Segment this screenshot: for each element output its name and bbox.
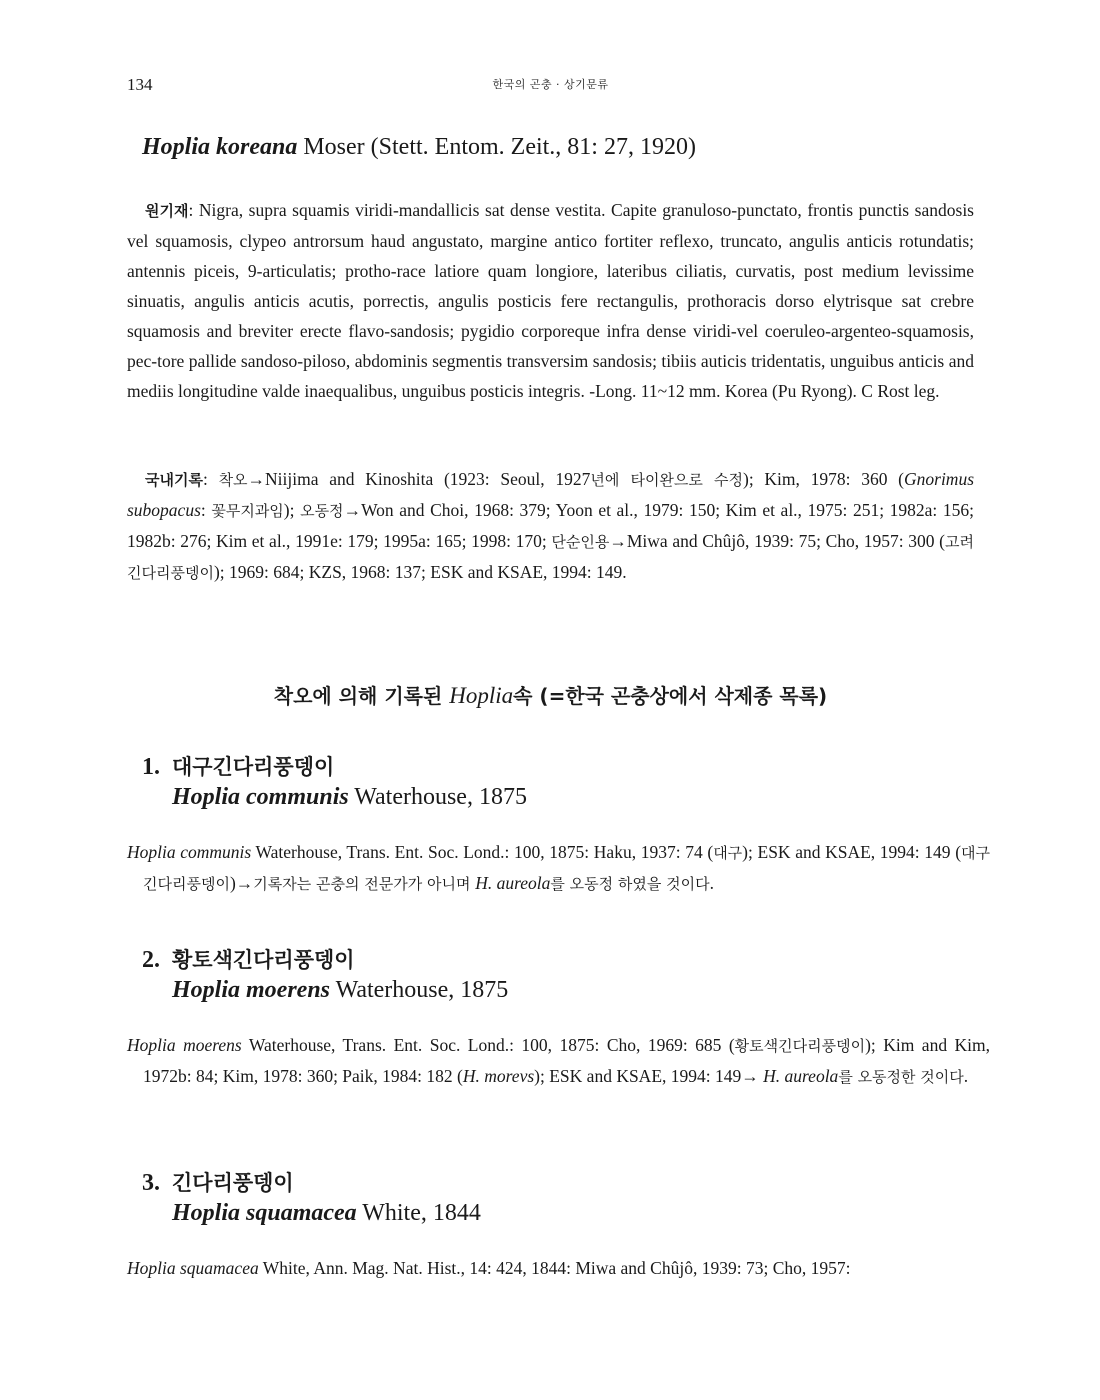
ref-text: White, Ann. Mag. Nat. Hist., 14: 424, 1844: Miwa and Chûjô, 1939: 73; Cho, 1957:: [258, 1258, 851, 1278]
entry-scientific-name: Hoplia squamacea: [172, 1200, 357, 1226]
entry-korean-name: 대구긴다리풍뎅이: [172, 755, 335, 779]
domestic-records-label: 국내기록: [145, 471, 203, 489]
records-korean: 년에 타이완으로 수정: [590, 471, 743, 489]
ref-korean: 대구긴다리풍뎅이: [143, 844, 991, 893]
entry-number: 3.: [142, 1170, 160, 1196]
ref-korean: 기록자는 곤충의 전문가가 아니며: [253, 875, 476, 893]
entry-reference: [127, 837, 990, 899]
entry-heading: [142, 945, 508, 1005]
section-title: [127, 680, 974, 712]
ref-korean: 를 오동정한 것이다: [838, 1068, 964, 1086]
records-text: :: [200, 500, 212, 520]
original-description-text: : Nigra, supra squamis viridi-mandallicis sat dense vestita. Capite granuloso-punctato, frontis punctis sandosis vel squamosis, clypeo antrorsum haud angustato, margine antico fortiter reflexo, truncato, angulis anticis rotundatis; antennis piceis, 9-articulatis; protho-race latiore quam longiore, lateribus ciliatis, curvatis, post medium levissime sinuatis, angulis anticis acutis, porrectis, angulis posticis fere rectangulis, prothoracis dorso elytrisque sat crebre squamosis and breviter erecte flavo-sandosis; pygidio corporeque infra dense viridi-vel coeruleo-argenteo-squamosis, pec-tore pallide sandoso-piloso, abdominis segmentis transversim sandosis; tibiis auticis tridentatis, unguibus anticis and mediis longitudine valde inaequalibus, unguibus posticis integris. -Long. 11~12 mm. Korea (Pu Ryong). C Rost leg.: [127, 200, 974, 401]
entry-heading: [142, 1168, 481, 1228]
running-head: 한국의 곤충 · 상기문류: [492, 78, 609, 91]
ref-text: .: [709, 873, 714, 893]
entry-reference: [127, 1030, 990, 1092]
records-text: →Won and Choi, 1968: 379; Yoon et al., 1979: 150; Kim et al., 1975: 251; 1982a: 156; 1982b: 276; Kim et al., 1991e: 179; 1995a: 165; 1998: 170;: [127, 500, 974, 551]
records-korean: 착오: [218, 471, 248, 489]
entry-scientific-line: [142, 1198, 481, 1228]
entry-number: 2.: [142, 947, 160, 973]
entry-author: White, 1844: [356, 1200, 481, 1226]
section-title-genus: Hoplia: [449, 683, 514, 708]
ref-text: ); Kim and Kim, 1972b: 84; Kim, 1978: 360; Paik, 1984: 182 (: [143, 1035, 991, 1086]
ref-korean: 를 오동정 하였을 것이다: [550, 875, 710, 893]
records-text: ); 1969: 684; KZS, 1968: 137; ESK and KSAE, 1994: 149.: [213, 562, 627, 582]
ref-text: )→: [229, 873, 254, 893]
entry-scientific-name: Hoplia communis: [172, 784, 349, 810]
entry-korean-name: 긴다리풍뎅이: [172, 1171, 294, 1195]
records-text: :: [202, 469, 219, 489]
records-korean: 단순인용: [551, 533, 610, 551]
section-title-pre: 착오에 의해 기록된: [273, 684, 450, 708]
entry-reference: [127, 1253, 990, 1283]
species-heading: [142, 132, 696, 162]
ref-italic: Hoplia squamacea: [127, 1258, 259, 1278]
domestic-records: [127, 464, 974, 588]
ref-text: Waterhouse, Trans. Ent. Soc. Lond.: 100, 1875: Haku, 1937: 74 (: [251, 842, 714, 862]
original-description-label: 원기재: [145, 202, 189, 220]
entry-scientific-name: Hoplia moerens: [172, 977, 331, 1003]
ref-italic: Hoplia communis: [127, 842, 252, 862]
species-scientific-name: Hoplia koreana: [142, 134, 298, 160]
ref-italic: H. morevs: [462, 1066, 535, 1086]
records-korean: 오동정: [300, 502, 344, 520]
records-text: →Miwa and Chûjô, 1939: 75; Cho, 1957: 300 (: [609, 531, 946, 551]
page-header: [127, 74, 974, 98]
ref-text: Waterhouse, Trans. Ent. Soc. Lond.: 100, 1875: Cho, 1969: 685 (: [241, 1035, 735, 1055]
records-text: ); Kim, 1978: 360 (: [743, 469, 904, 489]
ref-text: ); ESK and KSAE, 1994: 149→: [534, 1066, 764, 1086]
ref-italic: Hoplia moerens: [127, 1035, 242, 1055]
records-korean: 꽃무지과임: [211, 502, 284, 520]
records-italic: Gnorimus subopacus: [127, 469, 975, 520]
records-korean: 고려긴다리풍뎅이: [127, 533, 974, 582]
entry-author: Waterhouse, 1875: [348, 784, 527, 810]
original-description: [127, 195, 974, 406]
ref-italic: H. aureola: [475, 873, 551, 893]
ref-italic: H. aureola: [763, 1066, 839, 1086]
species-author-citation: Moser (Stett. Entom. Zeit., 81: 27, 1920): [297, 134, 696, 160]
records-text: →Niijima and Kinoshita (1923: Seoul, 1927: [247, 469, 591, 489]
entry-scientific-line: [142, 975, 508, 1005]
ref-korean: 황토색긴다리풍뎅이: [734, 1037, 866, 1055]
ref-korean: 대구: [713, 844, 743, 862]
entry-scientific-line: [142, 782, 527, 812]
page-number: 134: [127, 75, 153, 94]
entry-korean-name: 황토색긴다리풍뎅이: [172, 948, 355, 972]
ref-text: .: [963, 1066, 969, 1086]
ref-text: ); ESK and KSAE, 1994: 149 (: [742, 842, 962, 862]
records-text: );: [283, 500, 301, 520]
entry-heading: [142, 752, 527, 812]
entry-author: Waterhouse, 1875: [330, 977, 509, 1003]
entry-number: 1.: [142, 754, 160, 780]
section-title-post: 속 (=한국 곤충상에서 삭제종 목록): [513, 684, 828, 708]
